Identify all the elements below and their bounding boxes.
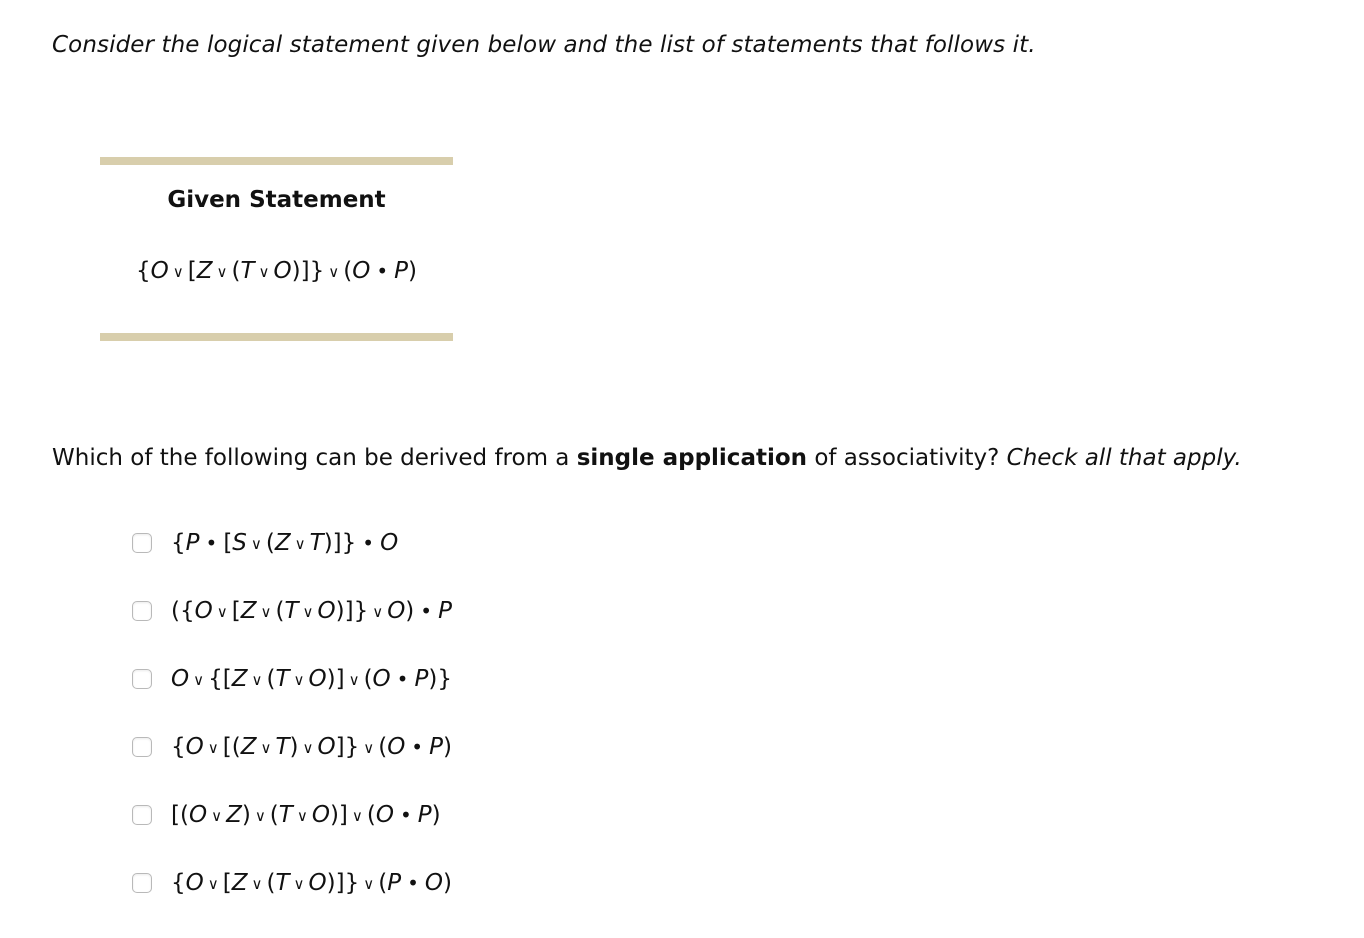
given-statement-formula: {O ∨ [Z ∨ (T ∨ O)]} ∨ (O • P) <box>136 258 417 284</box>
option-1[interactable] <box>132 526 398 560</box>
question-instruction: Check all that apply. <box>1006 445 1242 471</box>
option-text: [(O ∨ Z) ∨ (T ∨ O)] ∨ (O • P) <box>171 802 441 828</box>
question-prompt <box>52 445 1242 471</box>
option-5[interactable] <box>132 798 441 832</box>
option-text: {P • [S ∨ (Z ∨ T)]} • O <box>171 530 399 556</box>
option-text: {O ∨ [Z ∨ (T ∨ O)]} ∨ (P • O) <box>171 870 452 896</box>
checkbox[interactable] <box>132 669 152 689</box>
question-part1: Which of the following can be derived from a <box>52 445 577 471</box>
question-emphasis: single application <box>576 445 808 471</box>
checkbox[interactable] <box>132 737 152 757</box>
table-top-rule <box>100 157 453 165</box>
checkbox[interactable] <box>132 533 152 553</box>
given-statement-header: Given Statement <box>167 187 386 213</box>
option-6[interactable] <box>132 866 452 900</box>
option-2[interactable] <box>132 594 452 628</box>
option-4[interactable] <box>132 730 452 764</box>
option-text: {O ∨ [(Z ∨ T) ∨ O]} ∨ (O • P) <box>171 734 452 760</box>
given-statement-table <box>100 157 453 341</box>
option-text: ({O ∨ [Z ∨ (T ∨ O)]} ∨ O) • P <box>171 598 452 624</box>
option-text: O ∨ {[Z ∨ (T ∨ O)] ∨ (O • P)} <box>171 666 452 692</box>
table-bottom-rule <box>100 333 453 341</box>
checkbox[interactable] <box>132 601 152 621</box>
option-3[interactable] <box>132 662 452 696</box>
checkbox[interactable] <box>132 873 152 893</box>
checkbox[interactable] <box>132 805 152 825</box>
intro-text: Consider the logical statement given below and the list of statements that follows it. <box>52 32 1036 58</box>
question-part2: of associativity? <box>807 445 1007 471</box>
